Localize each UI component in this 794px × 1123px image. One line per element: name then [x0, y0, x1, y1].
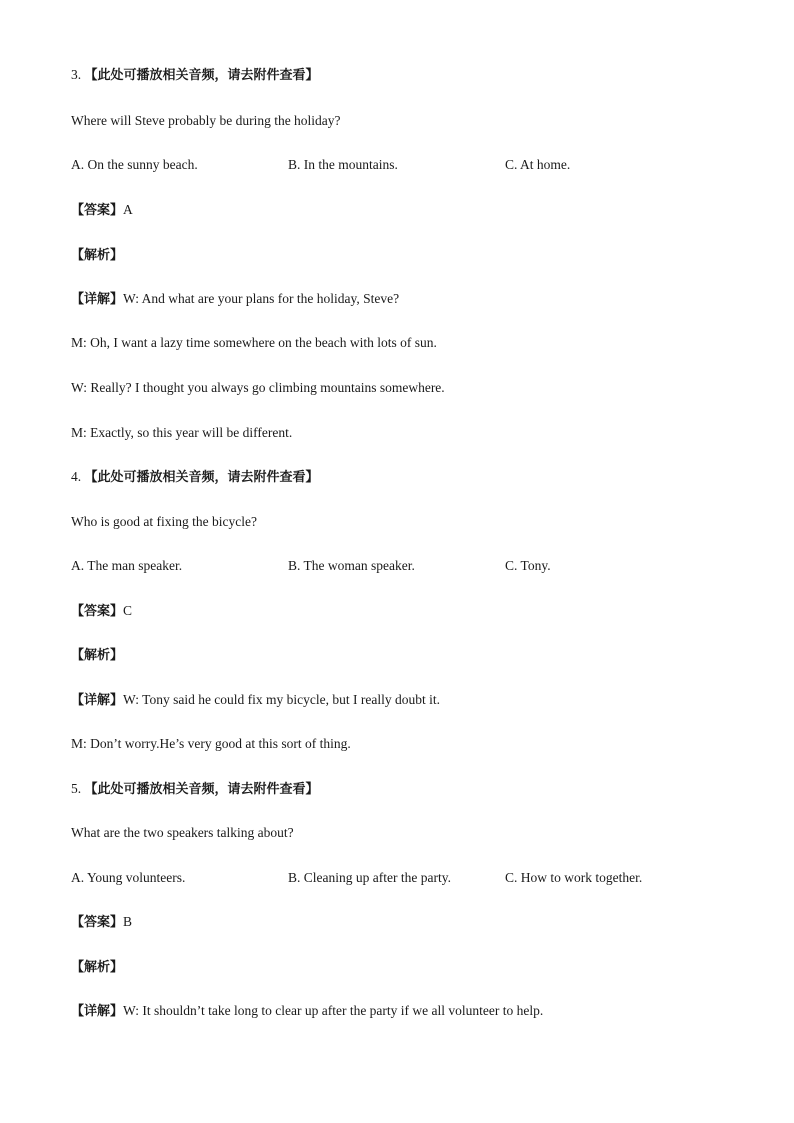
transcript-line: W: It shouldn’t take long to clear up after the party if we all volunteer to help. [123, 1003, 544, 1018]
analysis-tag: 【解析】 [71, 248, 124, 263]
question-5-answer [71, 913, 132, 932]
answer-tag: 【答案】 [71, 203, 124, 218]
analysis-tag: 【解析】 [71, 960, 124, 975]
question-4-analysis [71, 646, 123, 665]
option-c: C. How to work together. [505, 870, 643, 885]
question-5-text: What are the two speakers talking about? [71, 825, 294, 840]
question-number: 4. [71, 469, 82, 484]
audio-attachment-note: 【此处可播放相关音频，请去附件查看】 [84, 470, 319, 485]
question-5-detail [71, 1002, 543, 1021]
transcript-line: M: Oh, I want a lazy time somewhere on the beach with lots of sun. [71, 335, 437, 350]
option-b: B. In the mountains. [288, 157, 398, 172]
question-3-detail [71, 290, 399, 309]
question-4-text: Who is good at fixing the bicycle? [71, 514, 257, 529]
question-3-analysis [71, 246, 123, 265]
option-b: B. Cleaning up after the party. [288, 870, 451, 885]
answer-tag: 【答案】 [71, 915, 124, 930]
answer-value: B [123, 914, 133, 929]
question-4-header [71, 468, 319, 487]
audio-attachment-note: 【此处可播放相关音频，请去附件查看】 [84, 68, 319, 83]
detail-tag: 【详解】 [71, 292, 124, 307]
question-3-text: Where will Steve probably be during the holiday? [71, 113, 341, 128]
answer-value: C [123, 603, 133, 618]
option-a: A. Young volunteers. [71, 870, 186, 885]
option-a: A. The man speaker. [71, 558, 183, 573]
question-4-answer [71, 602, 132, 621]
option-c: C. Tony. [505, 558, 551, 573]
detail-tag: 【详解】 [71, 1004, 124, 1019]
transcript-line: W: Really? I thought you always go climbing mountains somewhere. [71, 380, 445, 395]
question-3-header [71, 66, 319, 85]
audio-attachment-note: 【此处可播放相关音频，请去附件查看】 [84, 782, 319, 797]
question-5-header [71, 780, 319, 799]
answer-value: A [123, 202, 133, 217]
question-4-detail [71, 691, 440, 710]
option-b: B. The woman speaker. [288, 558, 415, 573]
transcript-line: W: And what are your plans for the holiday, Steve? [123, 291, 400, 306]
question-3-answer [71, 201, 133, 220]
option-c: C. At home. [505, 157, 571, 172]
transcript-line: M: Don’t worry.He’s very good at this sort of thing. [71, 736, 351, 751]
transcript-line: M: Exactly, so this year will be different. [71, 425, 293, 440]
answer-tag: 【答案】 [71, 604, 124, 619]
question-number: 3. [71, 67, 82, 82]
option-a: A. On the sunny beach. [71, 157, 198, 172]
transcript-line: W: Tony said he could fix my bicycle, but I really doubt it. [123, 692, 441, 707]
question-5-analysis [71, 958, 123, 977]
detail-tag: 【详解】 [71, 693, 124, 708]
analysis-tag: 【解析】 [71, 648, 124, 663]
question-number: 5. [71, 781, 82, 796]
